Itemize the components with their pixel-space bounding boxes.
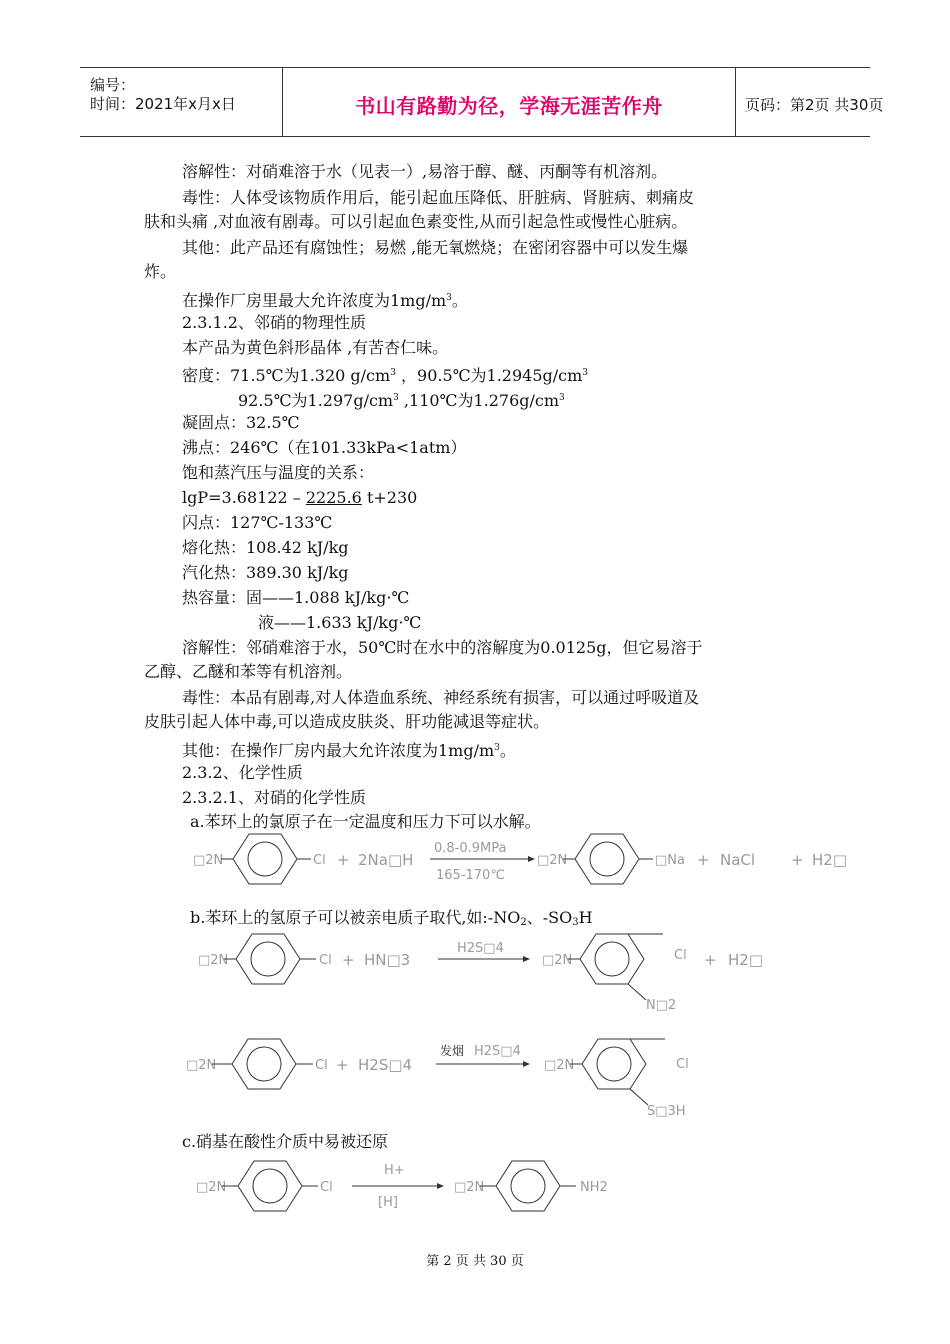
reactant-nitro-group: □2N	[198, 953, 229, 968]
product-nitro-group: □2N	[544, 1058, 575, 1073]
reactant-chloro-group: Cl	[320, 1180, 333, 1195]
reaction-sulfonation	[0, 1035, 950, 1125]
condition-pressure: 0.8-0.9MPa	[434, 841, 507, 856]
benzene-ring-inner	[251, 942, 285, 976]
text-line: 饱和蒸汽压与温度的关系：	[182, 463, 375, 482]
byproduct-water: H2□	[728, 951, 763, 969]
page-label: 页码：第2页 共30页	[745, 96, 884, 114]
text-line: 其他：此产品还有腐蚀性；易燃 ,能无氧燃烧；在密闭容器中可以发生爆	[182, 238, 689, 257]
text-line: a.苯环上的氯原子在一定温度和压力下可以水解。	[190, 812, 541, 831]
text-line: 闪点：127℃-133℃	[182, 513, 333, 532]
text-line: 熔化热：108.42 kJ/kg	[182, 538, 349, 557]
text-line	[182, 363, 588, 386]
superscript: 3	[582, 368, 589, 378]
header-page-cell	[735, 68, 884, 136]
text-span: 92.5℃为1.297g/cm	[238, 391, 394, 410]
text-span: 。	[499, 741, 516, 760]
text-line: 炸。	[144, 262, 177, 281]
plus-sign: +	[336, 1056, 349, 1074]
section-heading: 2.3.1.2、邻硝的物理性质	[182, 313, 366, 332]
page-header	[80, 67, 884, 137]
header-motto-cell	[282, 68, 736, 136]
text-line: 肤和头痛 ,对血液有剧毒。可以引起血色素变性,从而引起急性或慢性心脏病。	[144, 212, 688, 231]
text-span: 。	[451, 291, 468, 310]
text-span: t+230	[361, 488, 418, 507]
page-footer: 第 2 页 共 30 页	[426, 1254, 524, 1269]
reaction-hydrolysis	[0, 830, 950, 890]
text-line: 溶解性：邻硝难溶于水，50℃时在水中的溶解度为0.0125g，但它易溶于	[182, 638, 703, 657]
superscript: 3	[494, 743, 500, 753]
reactant-nitro-group: □2N	[186, 1058, 217, 1073]
reaction-nitration-diagram	[0, 930, 950, 1015]
text-line: 液——1.633 kJ/kg·℃	[258, 613, 422, 632]
reaction-nitration	[0, 930, 950, 1015]
subscript: 2	[520, 917, 527, 928]
condition-reducing-agent: [H]	[378, 1195, 398, 1210]
reagent-nitric-acid: HN□3	[364, 951, 411, 969]
text-span: 、-SO	[526, 908, 573, 927]
arrow-head-icon	[437, 1183, 444, 1189]
text-span: 密度：71.5℃为1.320 g/cm	[182, 366, 391, 385]
header-meta-cell	[80, 68, 282, 136]
text-line	[238, 388, 565, 411]
section-heading: 2.3.2.1、对硝的化学性质	[182, 788, 366, 807]
text-line: 乙醇、乙醚和苯等有机溶剂。	[144, 662, 353, 681]
formula-line	[182, 488, 417, 508]
superscript: 3	[393, 393, 399, 403]
product-nitro-group: □2N	[542, 953, 573, 968]
plus-sign: +	[704, 951, 717, 969]
product-chloro-group: Cl	[676, 1057, 689, 1072]
text-span: b.苯环上的氢原子可以被亲电质子取代,如:-NO	[190, 908, 521, 927]
text-line: 沸点：246℃（在101.33kPa<1atm）	[182, 438, 467, 457]
text-line: 汽化热：389.30 kJ/kg	[182, 563, 349, 582]
byproduct-nacl: NaCl	[720, 851, 756, 869]
product-nitro-group: □2N	[454, 1180, 485, 1195]
benzene-ring-inner	[253, 1169, 287, 1203]
text-line: 本产品为黄色斜形晶体 ,有苦杏仁味。	[182, 338, 449, 357]
condition-acid: H+	[384, 1163, 405, 1178]
text-line: 毒性：人体受该物质作用后，能引起血压降低、肝脏病、肾脏病、刺痛皮	[182, 188, 695, 207]
benzene-ring-inner	[595, 942, 629, 976]
text-line: 热容量：固——1.088 kJ/kg·℃	[182, 588, 410, 607]
text-span: H	[578, 908, 593, 927]
condition-temperature: 165-170℃	[436, 868, 505, 883]
product-nitro-group: □2N	[537, 853, 568, 868]
plus-sign: +	[342, 951, 355, 969]
reactant-nitro-group: □2N	[196, 1180, 227, 1195]
benzene-ring-inner	[247, 1047, 281, 1081]
benzene-ring-inner	[590, 842, 624, 876]
plus-sign: +	[337, 851, 350, 869]
underlined-number: 2225.6	[305, 488, 362, 507]
text-line: 皮肤引起人体中毒,可以造成皮肤炎、肝功能减退等症状。	[144, 712, 550, 731]
condition-sulfuric-acid: H2S□4	[474, 1044, 521, 1059]
superscript: 3	[559, 393, 565, 403]
bond-line	[628, 984, 646, 1000]
superscript: 3	[446, 293, 452, 303]
text-span: 其他：在操作厂房内最大允许浓度为1mg/m	[182, 741, 495, 760]
bond-line	[630, 1089, 648, 1105]
reagent-naoh: 2Na□H	[358, 851, 414, 869]
text-line	[182, 288, 468, 311]
text-span: ，90.5℃为1.2945g/cm	[395, 366, 583, 385]
reaction-reduction-diagram	[0, 1155, 950, 1220]
text-line	[182, 738, 516, 761]
reaction-hydrolysis-diagram	[0, 830, 950, 890]
reaction-reduction	[0, 1155, 950, 1220]
condition-fuming: 发烟	[440, 1044, 465, 1058]
benzene-ring-inner	[248, 842, 282, 876]
byproduct-water: H2□	[812, 851, 847, 869]
product-nitro-substituent: N□2	[646, 998, 677, 1013]
text-line: c.硝基在酸性介质中易被还原	[182, 1132, 389, 1151]
date-label: 时间：2021年x月x日	[90, 95, 236, 113]
serial-label: 编号：	[90, 76, 136, 94]
product-chloro-group: Cl	[674, 948, 687, 963]
text-line: 凝固点：32.5℃	[182, 413, 300, 432]
arrow-head-icon	[523, 956, 530, 962]
section-heading: 2.3.2、化学性质	[182, 763, 303, 782]
product-sulfonic-substituent: S□3H	[647, 1104, 686, 1119]
benzene-ring-inner	[597, 1047, 631, 1081]
product-ona-group: □Na	[655, 853, 685, 868]
text-line: 溶解性：对硝难溶于水（见表一）,易溶于醇、醚、丙酮等有机溶剂。	[182, 162, 668, 181]
reagent-sulfuric-acid: H2S□4	[358, 1056, 413, 1074]
arrow-head-icon	[528, 856, 535, 862]
reactant-chloro-group: Cl	[313, 853, 326, 868]
superscript: 3	[390, 368, 396, 378]
subscript: 3	[572, 917, 579, 928]
text-span: 在操作厂房里最大允许浓度为1mg/m	[182, 291, 447, 310]
reaction-sulfonation-diagram	[0, 1035, 950, 1125]
plus-sign: +	[697, 851, 710, 869]
reactant-nitro-group: □2N	[193, 853, 224, 868]
plus-sign: +	[791, 851, 804, 869]
arrow-head-icon	[523, 1061, 530, 1067]
benzene-ring-inner	[511, 1169, 545, 1203]
text-span: ,110℃为1.276g/cm	[398, 391, 560, 410]
product-amino-group: NH2	[580, 1180, 608, 1195]
reactant-chloro-group: Cl	[315, 1058, 328, 1073]
text-line: 毒性：本品有剧毒,对人体造血系统、神经系统有损害，可以通过呼吸道及	[182, 688, 700, 707]
condition-sulfuric-acid: H2S□4	[457, 941, 504, 956]
text-span: lgP=3.68122 –	[182, 488, 306, 507]
motto: 书山有路勤为径，学海无涯苦作舟	[355, 94, 663, 118]
reactant-chloro-group: Cl	[319, 953, 332, 968]
